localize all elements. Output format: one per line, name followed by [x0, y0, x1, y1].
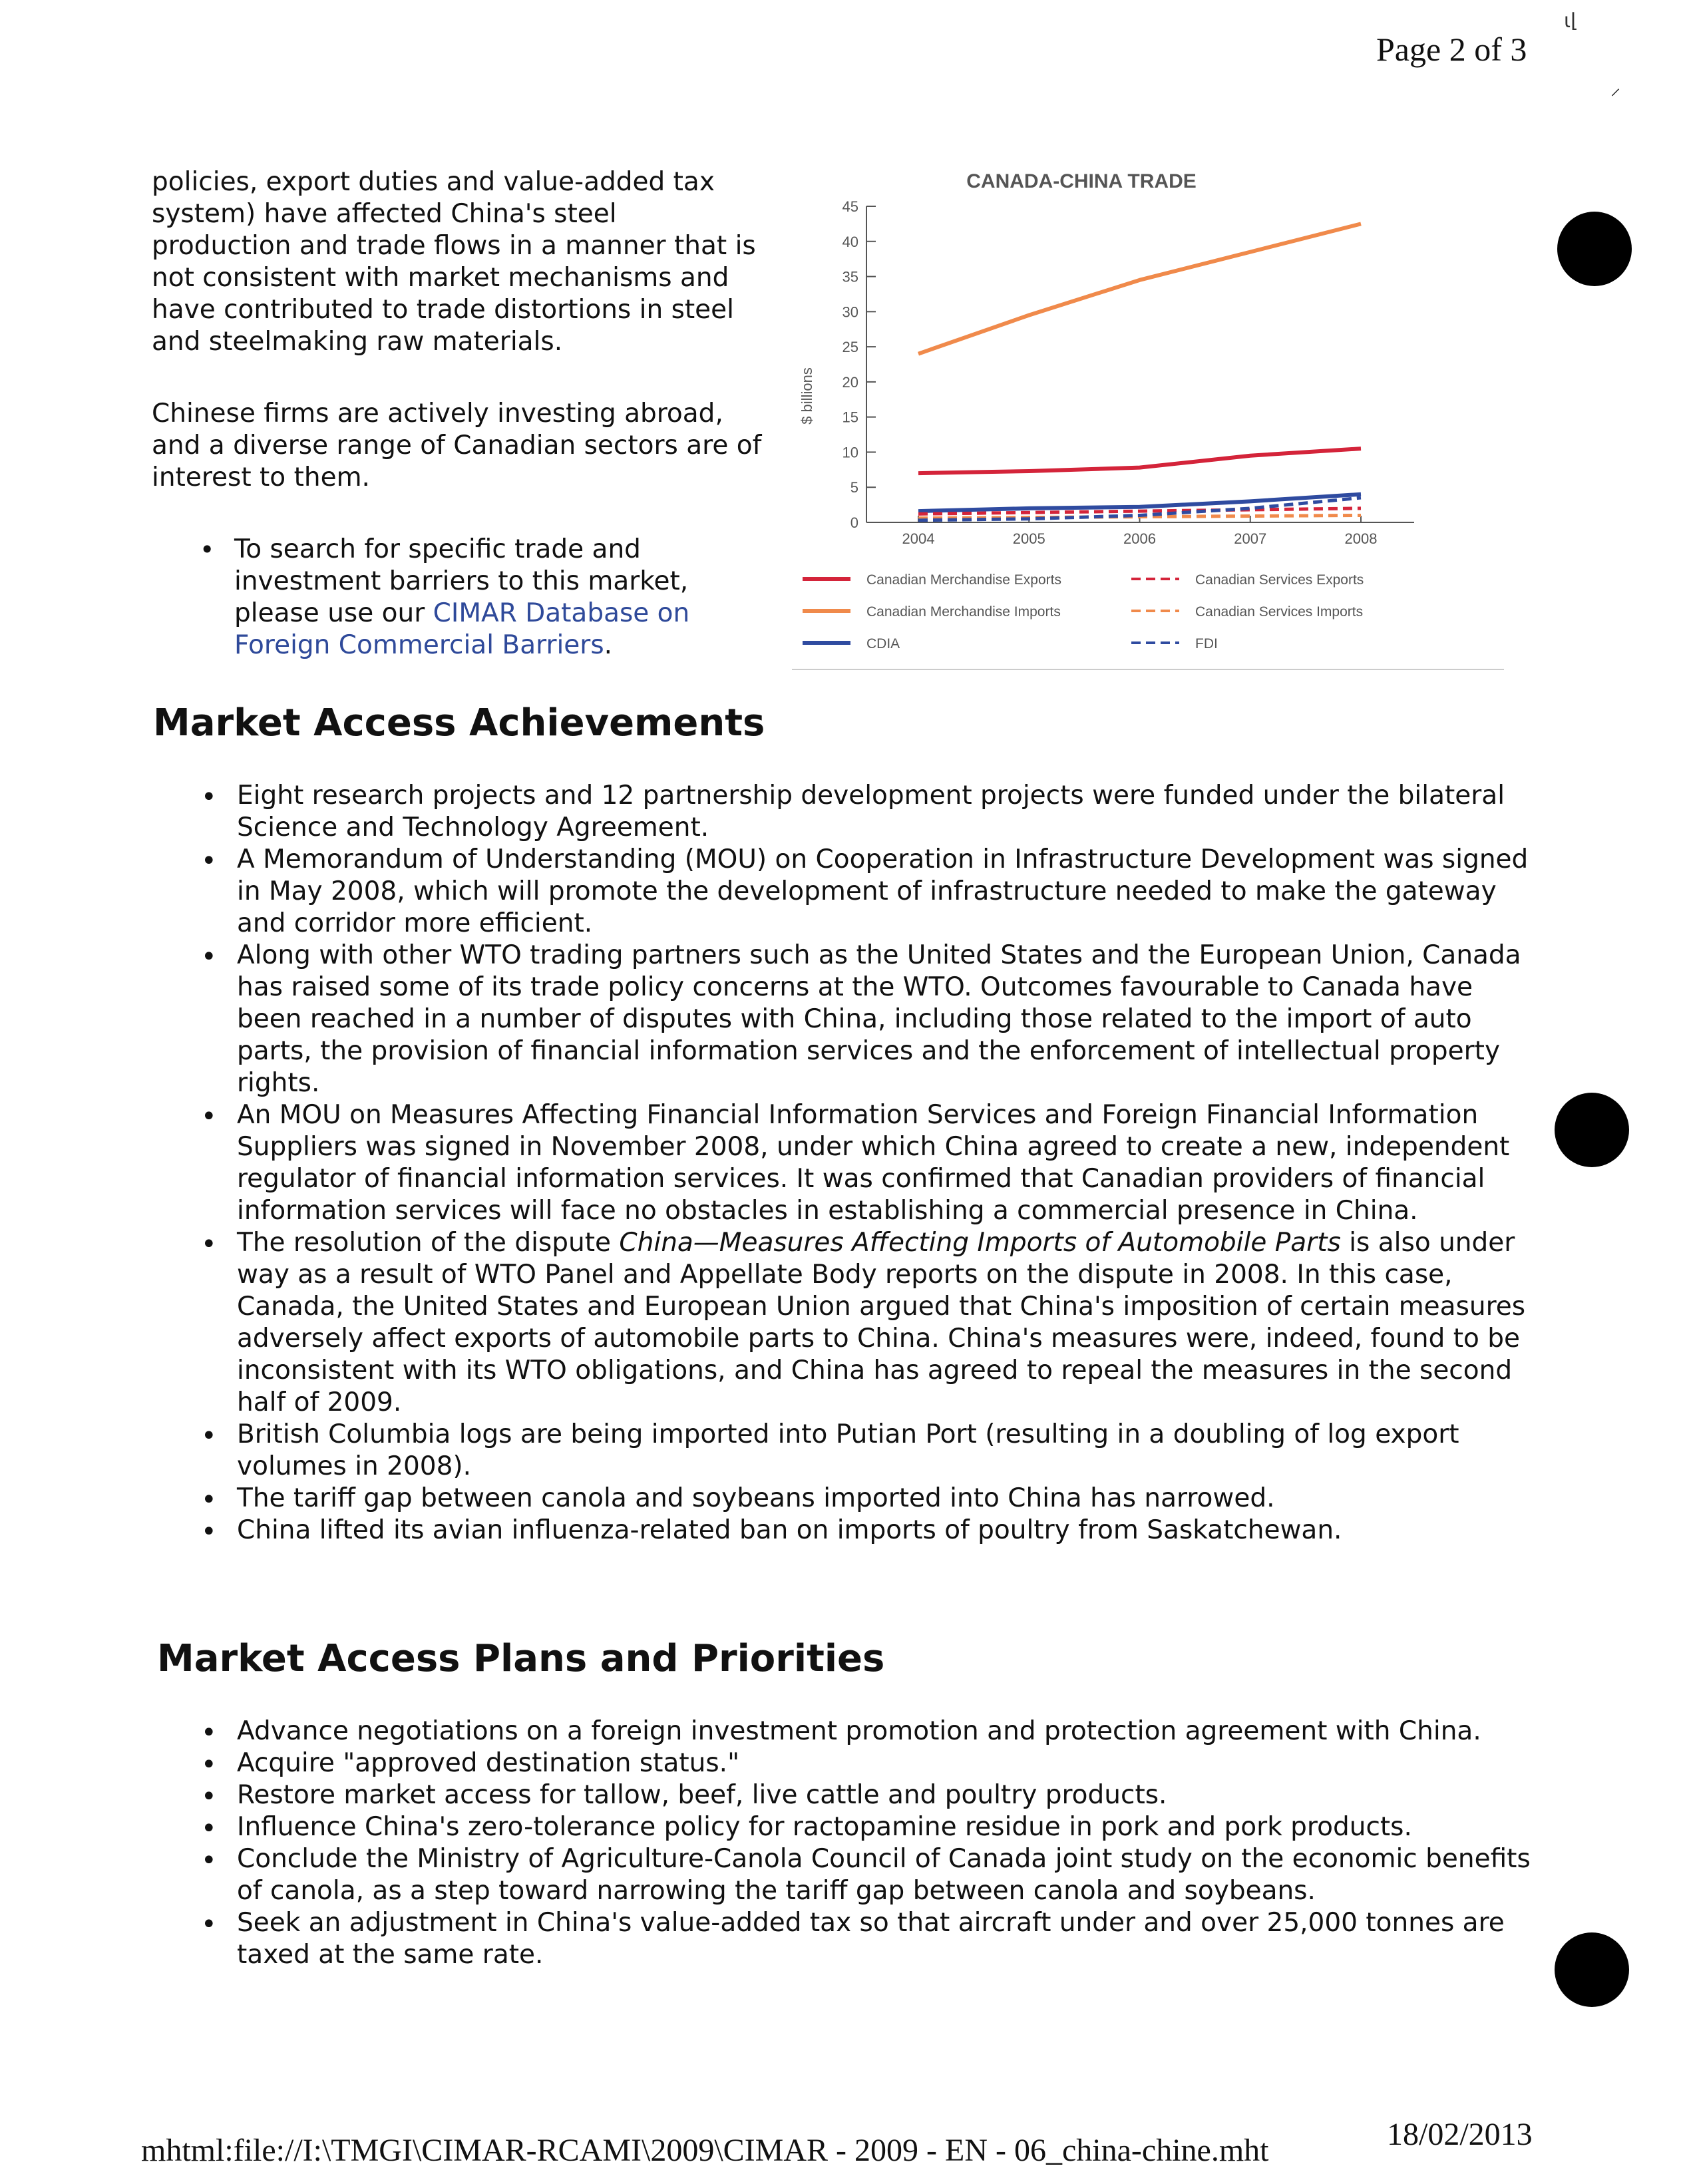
- x-tick-label: 2004: [902, 530, 935, 547]
- intro-bullet-list: [152, 534, 764, 661]
- series-line: [918, 224, 1361, 353]
- intro-bullet: [152, 534, 764, 661]
- list-item: • A Memorandum of Understanding (MOU) on Cooperation in Infrastructure Development was signed in May 2008, which will promote the development of infrastructure needed to make the gateway and corridor more efficient.: [152, 844, 1536, 940]
- x-tick-label: 2008: [1344, 530, 1378, 547]
- list-item: • Along with other WTO trading partners such as the United States and the European Union, Canada has raised some of its trade policy concerns at the WTO. Outcomes favourable to Canada have been reached in a number of disputes with China, including those related to the import of auto parts, the provision of financial information services and the enforcement of intellectual property rights.: [152, 940, 1536, 1099]
- page-number: Page 2 of 3: [1376, 31, 1527, 68]
- dispute-item-suffix: is also under way as a result of WTO Panel and Appellate Body reports on the dispute in 2008. In this case, Canada, the United States and European Union argued that China's imposition of certain measures adversely affect exports of automobile parts to China. China's measures were, indeed, found to be inconsistent with its WTO obligations, and China has agreed to repeal the measures in the second half of 2009.: [237, 1228, 1526, 1417]
- handwritten-mark: ι⌊: [1564, 9, 1579, 33]
- list-item: [152, 1227, 1536, 1419]
- legend-label: FDI: [1195, 636, 1218, 651]
- series-line: [918, 449, 1361, 473]
- canada-china-trade-chart: [792, 166, 1504, 679]
- list-item: • Acquire "approved destination status.": [152, 1747, 1536, 1779]
- intro-paragraph-investment: Chinese firms are actively investing abroad, and a diverse range of Canadian sectors are of interest to them.: [152, 399, 762, 492]
- intro-column: [152, 166, 764, 661]
- dispute-title: China—Measures Affecting Imports of Automobile Parts: [619, 1228, 1341, 1258]
- footer-file-path: mhtml:file://I:\TMGI\CIMAR-RCAMI\2009\CIMAR - 2009 - EN - 06_china-chine.mht: [141, 2133, 1269, 2168]
- list-item: • China lifted its avian influenza-related ban on imports of poultry from Saskatchewan.: [152, 1515, 1536, 1547]
- legend-label: Canadian Services Exports: [1195, 572, 1364, 588]
- list-item: • The tariff gap between canola and soybeans imported into China has narrowed.: [152, 1483, 1536, 1515]
- y-axis-label: $ billions: [799, 367, 815, 425]
- plans-list: [152, 1716, 1536, 1971]
- plans-heading: Market Access Plans and Priorities: [157, 1637, 885, 1680]
- handwritten-mark: ⸝: [1610, 77, 1620, 100]
- chart-title: CANADA-CHINA TRADE: [966, 170, 1197, 192]
- y-tick-label: 35: [842, 268, 858, 285]
- list-item: • Restore market access for tallow, beef, live cattle and poultry products.: [152, 1779, 1536, 1811]
- footer-date: 18/02/2013: [1387, 2117, 1533, 2152]
- intro-bullet-text: To search for specific trade and investment barriers to this market, please use our: [234, 534, 689, 628]
- punch-hole: [1557, 212, 1632, 286]
- y-tick-label: 5: [850, 479, 858, 496]
- achievements-list: [152, 780, 1536, 1547]
- y-tick-label: 10: [842, 444, 858, 461]
- list-item: • British Columbia logs are being imported into Putian Port (resulting in a doubling of log export volumes in 2008).: [152, 1419, 1536, 1483]
- list-item: • Seek an adjustment in China's value-added tax so that aircraft under and over 25,000 tonnes are taxed at the same rate.: [152, 1907, 1536, 1971]
- list-item: • Conclude the Ministry of Agriculture-Canola Council of Canada joint study on the economic benefits of canola, as a step toward narrowing the tariff gap between canola and soybeans.: [152, 1843, 1536, 1907]
- x-tick-label: 2007: [1234, 530, 1267, 547]
- list-item: • Influence China's zero-tolerance policy for ractopamine residue in pork and pork products.: [152, 1811, 1536, 1843]
- y-tick-label: 15: [842, 409, 858, 426]
- legend-label: Canadian Merchandise Imports: [866, 604, 1061, 620]
- dispute-item-prefix: The resolution of the dispute: [237, 1228, 620, 1258]
- cimar-database-link[interactable]: CIMAR Database on Foreign Commercial Barriers: [234, 598, 690, 660]
- achievements-heading: Market Access Achievements: [153, 701, 765, 745]
- list-item: • Eight research projects and 12 partnership development projects were funded under the bilateral Science and Technology Agreement.: [152, 780, 1536, 844]
- y-tick-label: 20: [842, 373, 858, 391]
- y-tick-label: 45: [842, 198, 858, 215]
- punch-hole: [1555, 1932, 1629, 2007]
- y-tick-label: 25: [842, 339, 858, 356]
- list-item: • Advance negotiations on a foreign investment promotion and protection agreement with China.: [152, 1716, 1536, 1747]
- intro-bullet-period: .: [604, 630, 613, 660]
- y-tick-label: 30: [842, 303, 858, 321]
- x-tick-label: 2005: [1012, 530, 1045, 547]
- series-line: [918, 494, 1361, 511]
- intro-paragraph-steel: policies, export duties and value-added tax system) have affected China's steel production and trade flows in a manner that is not consistent with market mechanisms and have contributed to trade distortions in steel and steelmaking raw materials.: [152, 167, 756, 357]
- legend-label: Canadian Merchandise Exports: [866, 572, 1061, 588]
- legend-label: Canadian Services Imports: [1195, 604, 1364, 620]
- chart-svg: [792, 166, 1504, 679]
- y-tick-label: 0: [850, 514, 858, 531]
- legend-label: CDIA: [866, 636, 900, 651]
- list-item: • An MOU on Measures Affecting Financial Information Services and Foreign Financial Information Suppliers was signed in November 2008, under which China agreed to create a new, independent regulator of financial information services. It was confirmed that Canadian providers of financial information services will face no obstacles in establishing a commercial presence in China.: [152, 1099, 1536, 1227]
- x-tick-label: 2006: [1123, 530, 1156, 547]
- punch-hole: [1555, 1093, 1629, 1167]
- y-tick-label: 40: [842, 233, 858, 250]
